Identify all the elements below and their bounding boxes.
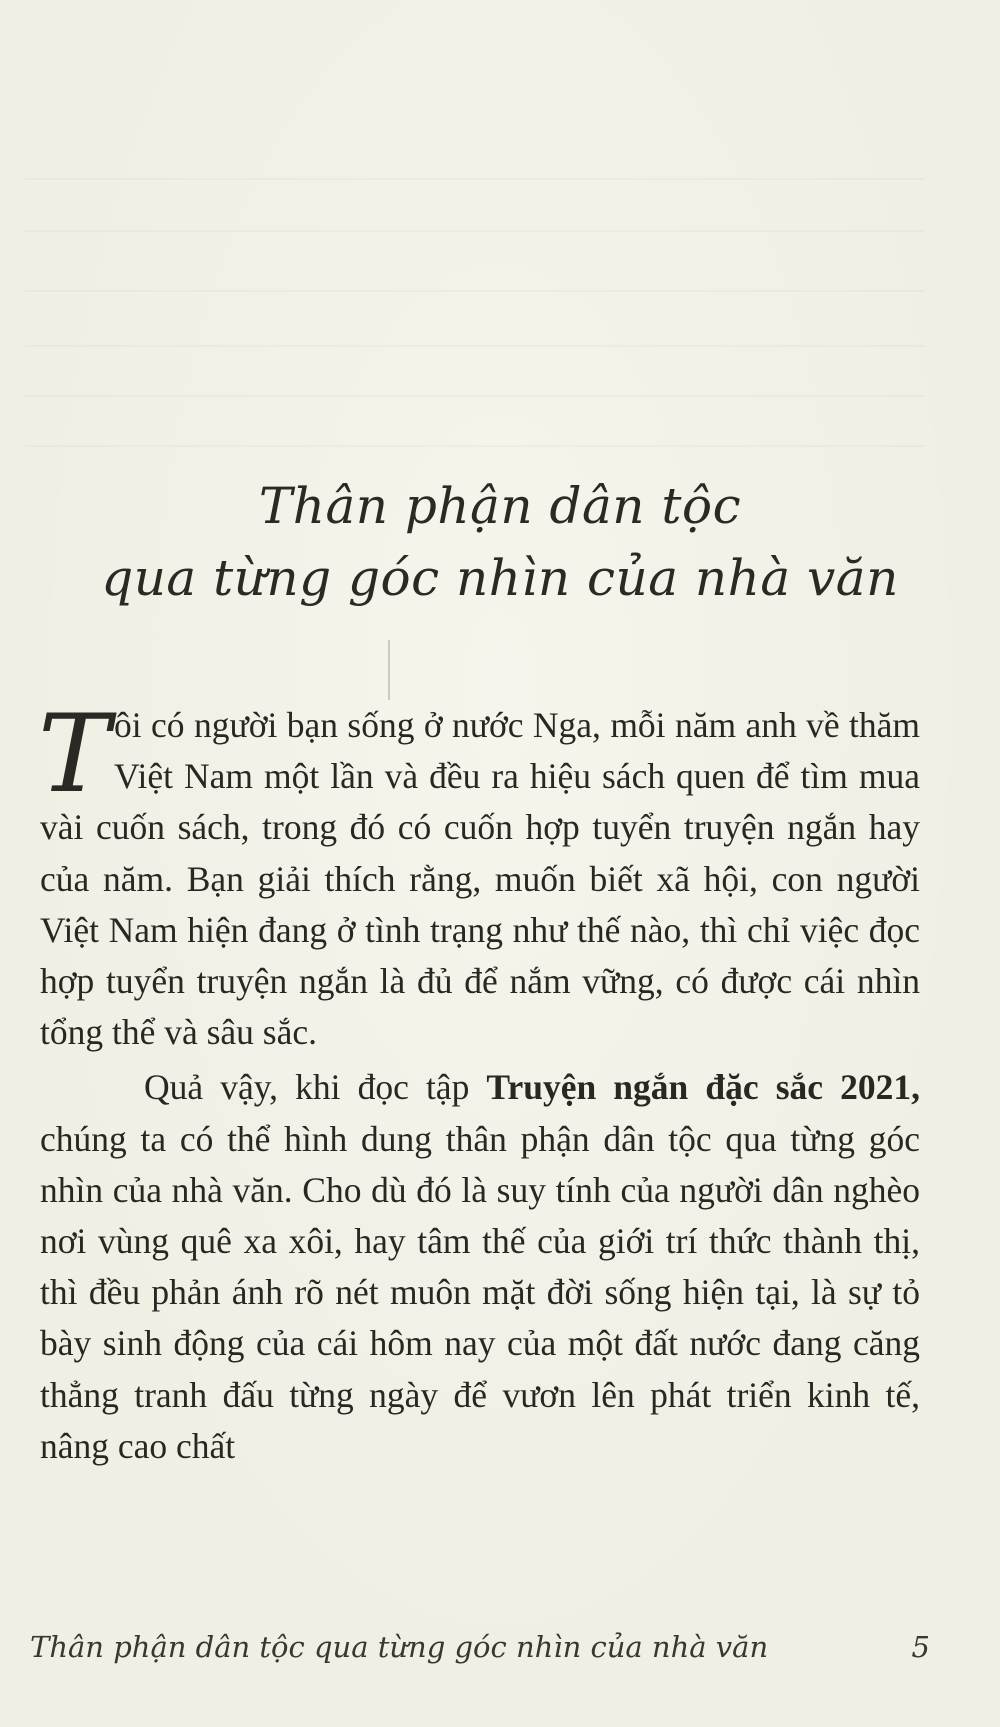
page-mark <box>388 640 390 700</box>
bleed-through-line <box>25 230 925 232</box>
chapter-title-line-1: Thân phận dân tộc <box>258 477 742 535</box>
paragraph-1-text: ôi có người bạn sống ở nước Nga, mỗi năm anh về thăm Việt Nam một lần và đều ra hiệu sách quen để tìm mua vài cuốn sách, trong đó có cuốn hợp tuyển truyện ngắn hay của năm. Bạn giải thích rằng, muốn biết xã hội, con người Việt Nam hiện đang ở tình trạng như thế nào, thì chỉ việc đọc hợp tuyển truyện ngắn là đủ để nắm vững, có được cái nhìn tổng thể và sâu sắc. <box>40 705 920 1053</box>
drop-cap: T <box>38 692 111 817</box>
running-title: Thân phận dân tộc qua từng góc nhìn của nhà văn <box>30 1630 769 1664</box>
paragraph-2-text: chúng ta có thể hình dung thân phận dân tộc qua từng góc nhìn của nhà văn. Cho dù đó là suy tính của người dân nghèo nơi vùng quê xa xôi, hay tâm thế của giới trí thức thành thị, thì đều phản ánh rõ nét muôn mặt đời sống hiện tại, là sự tỏ bày sinh động của cái hôm nay của một đất nước đang căng thẳng tranh đấu từng ngày để vươn lên phát triển kinh tế, nâng cao chất <box>40 1118 920 1466</box>
bleed-through-line <box>25 395 925 397</box>
chapter-title-line-2: qua từng góc nhìn của nhà văn <box>101 549 899 607</box>
bleed-through-line <box>25 445 925 447</box>
bleed-through-line <box>25 290 925 292</box>
book-title-bold: Truyện ngắn đặc sắc 2021, <box>486 1067 920 1108</box>
page-number: 5 <box>911 1630 930 1664</box>
paragraph-2-lead: Quả vậy, khi đọc tập <box>144 1067 487 1108</box>
paragraph-1 <box>38 692 920 1058</box>
paragraph-2 <box>40 1062 920 1472</box>
bleed-through-line <box>25 178 925 180</box>
page-footer <box>30 1630 930 1674</box>
body-text <box>38 692 920 1472</box>
chapter-title <box>0 470 1000 614</box>
bleed-through-line <box>25 345 925 347</box>
